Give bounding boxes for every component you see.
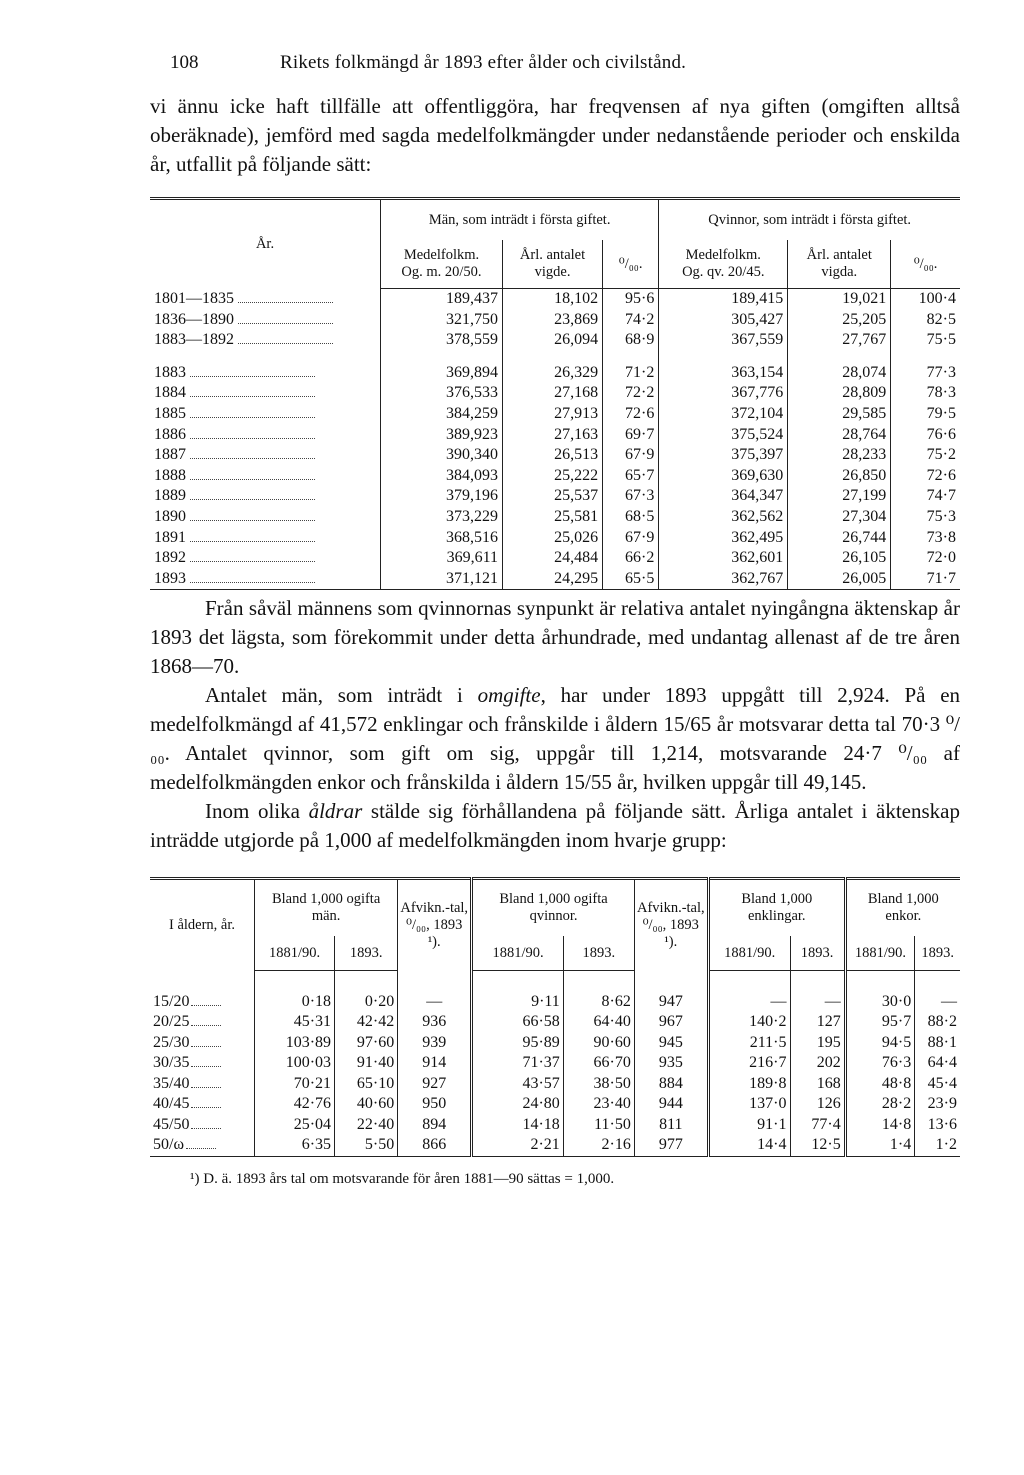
table-cell: 0·18 — [255, 992, 335, 1013]
table-cell: 6·35 — [255, 1135, 335, 1156]
row-label: 1888 — [150, 466, 381, 487]
table-cell: 30·0 — [845, 992, 915, 1013]
table-cell: 18,102 — [502, 289, 602, 310]
table-cell: 38·50 — [563, 1074, 634, 1095]
table-cell: 367,776 — [659, 383, 788, 404]
marriage-frequency-table — [150, 197, 960, 590]
table-cell: 28·2 — [845, 1094, 915, 1115]
table-cell: 14·4 — [708, 1135, 790, 1156]
footnote: ¹) D. ä. 1893 års tal om motsvarande för åren 1881—90 sättas = 1,000. — [190, 1170, 615, 1187]
row-label: 1891 — [150, 528, 381, 549]
year-row — [150, 548, 960, 569]
running-head — [150, 48, 960, 74]
row-label: 1889 — [150, 486, 381, 507]
table-cell: 69·7 — [603, 425, 659, 446]
sub-permille-men: ⁰/₀₀. — [603, 240, 659, 289]
table-cell: 384,093 — [381, 466, 503, 487]
table-cell: 26,513 — [502, 445, 602, 466]
table-cell: 27,767 — [788, 330, 891, 351]
age-row — [150, 1033, 960, 1054]
table-cell: 76·6 — [891, 425, 960, 446]
sub-annual-men: Årl. antalet vigde. — [502, 240, 602, 289]
table-cell: 27,168 — [502, 383, 602, 404]
paragraph-ages: Inom olika åldrar stälde sig förhållandena på följande sätt. Årliga antalet i äktenskap inträdde utgjorde på 1,000 af medelfolkmängden inom hvarje grupp: — [150, 799, 960, 853]
table-cell: 64·40 — [563, 1012, 634, 1033]
period-row — [150, 330, 960, 351]
age-label: 30/35 — [150, 1053, 255, 1074]
table-cell: 211·5 — [708, 1033, 790, 1054]
table-cell: 42·42 — [335, 1012, 398, 1033]
table-cell: 25,537 — [502, 486, 602, 507]
table-cell: 40·60 — [335, 1094, 398, 1115]
table-cell: 811 — [634, 1115, 708, 1136]
table-cell: 363,154 — [659, 363, 788, 384]
table-cell: 11·50 — [563, 1115, 634, 1136]
table-cell: 28,809 — [788, 383, 891, 404]
table-cell: 935 — [634, 1053, 708, 1074]
table-cell: 24·80 — [472, 1094, 564, 1115]
table-cell: 23,869 — [502, 310, 602, 331]
table-cell: 977 — [634, 1135, 708, 1156]
table-cell: 22·40 — [335, 1115, 398, 1136]
running-title: Rikets folkmängd år 1893 efter ålder och civilstånd. — [280, 52, 687, 73]
group-widowers: Bland 1,000 enklingar. — [708, 879, 845, 937]
year-row — [150, 569, 960, 590]
table-cell: 195 — [790, 1033, 845, 1054]
table-cell: 5·50 — [335, 1135, 398, 1156]
table-cell: 305,427 — [659, 310, 788, 331]
table-cell: 74·2 — [603, 310, 659, 331]
table-cell: 88·1 — [915, 1033, 960, 1054]
table-cell: 939 — [398, 1033, 472, 1054]
table-cell: 945 — [634, 1033, 708, 1054]
table-cell: 76·3 — [845, 1053, 915, 1074]
table-cell: 70·21 — [255, 1074, 335, 1095]
table-cell: 74·7 — [891, 486, 960, 507]
table-cell: 202 — [790, 1053, 845, 1074]
table-cell: 13·6 — [915, 1115, 960, 1136]
table-cell: 66·70 — [563, 1053, 634, 1074]
table-cell: 376,533 — [381, 383, 503, 404]
paragraph-remarriage: Antalet män, som inträdt i omgifte, har under 1893 uppgått till 2,924. På en medelfolkmängd af 41,572 enklingar och frånskilde i åldern 15/65 år motsvarar detta tal 70·3 ⁰/₀₀. Antalet qvinnor, som gift om sig, uppgår till 1,214, motsvarande 24·7 ⁰/₀₀ af medelfolkmängden enkor och frånskilda i åldern 15/55 år, hvilken uppgår till 49,145. — [150, 683, 961, 795]
table-cell: 369,611 — [381, 548, 503, 569]
table-cell: 25,581 — [502, 507, 602, 528]
page-number: 108 — [170, 52, 199, 73]
table-cell: 71·2 — [603, 363, 659, 384]
table-cell: 216·7 — [708, 1053, 790, 1074]
table-cell: 2·16 — [563, 1135, 634, 1156]
row-label: 1885 — [150, 404, 381, 425]
age-row — [150, 1094, 960, 1115]
table-cell: 927 — [398, 1074, 472, 1095]
table-cell: 936 — [398, 1012, 472, 1033]
table-cell: 100·4 — [891, 289, 960, 310]
table-cell: 75·5 — [891, 330, 960, 351]
year-row — [150, 466, 960, 487]
sub-year: 1893. — [563, 936, 634, 971]
table-cell: 66·58 — [472, 1012, 564, 1033]
table-cell: 88·2 — [915, 1012, 960, 1033]
table-cell: 137·0 — [708, 1094, 790, 1115]
table-cell: 67·9 — [603, 445, 659, 466]
period-row — [150, 289, 960, 310]
age-label: 50/ω — [150, 1135, 255, 1156]
table-cell: — — [708, 992, 790, 1013]
row-label: 1883 — [150, 363, 381, 384]
table-cell: 362,562 — [659, 507, 788, 528]
table-cell: 14·18 — [472, 1115, 564, 1136]
table-cell: 24,484 — [502, 548, 602, 569]
table-cell: 378,559 — [381, 330, 503, 351]
table-cell: 23·9 — [915, 1094, 960, 1115]
year-row — [150, 404, 960, 425]
year-row — [150, 445, 960, 466]
age-row — [150, 1053, 960, 1074]
table-cell: 375,524 — [659, 425, 788, 446]
table-cell: — — [398, 992, 472, 1013]
table-cell: 371,121 — [381, 569, 503, 590]
table-cell: 364,347 — [659, 486, 788, 507]
table-cell: 950 — [398, 1094, 472, 1115]
group-women: Qvinnor, som inträdt i första giftet. — [659, 199, 960, 241]
sub-period: 1881/90. — [845, 936, 915, 971]
table-cell: 189,437 — [381, 289, 503, 310]
row-label: 1892 — [150, 548, 381, 569]
table-cell: 65·10 — [335, 1074, 398, 1095]
table-cell: 42·76 — [255, 1094, 335, 1115]
sub-mean-women: Medelfolkm. Og. qv. 20/45. — [659, 240, 788, 289]
table-cell: 368,516 — [381, 528, 503, 549]
row-label: 1887 — [150, 445, 381, 466]
group-unmarried-men: Bland 1,000 ogifta män. — [255, 879, 398, 937]
table-cell: 189·8 — [708, 1074, 790, 1095]
table-cell: 9·11 — [472, 992, 564, 1013]
table-cell: 75·3 — [891, 507, 960, 528]
table-cell: 28,233 — [788, 445, 891, 466]
table-cell: 65·5 — [603, 569, 659, 590]
table-cell: 884 — [634, 1074, 708, 1095]
table-cell: 372,104 — [659, 404, 788, 425]
table-cell: 26,744 — [788, 528, 891, 549]
table-cell: 48·8 — [845, 1074, 915, 1095]
table-cell: 90·60 — [563, 1033, 634, 1054]
table-cell: 78·3 — [891, 383, 960, 404]
table-cell: 26,105 — [788, 548, 891, 569]
table-cell: 12·5 — [790, 1135, 845, 1156]
table-cell: 375,397 — [659, 445, 788, 466]
age-label: 20/25 — [150, 1012, 255, 1033]
table-cell: 967 — [634, 1012, 708, 1033]
table-cell: 27,913 — [502, 404, 602, 425]
table-cell: 95·89 — [472, 1033, 564, 1054]
table-cell: 23·40 — [563, 1094, 634, 1115]
table-cell: 369,630 — [659, 466, 788, 487]
table-cell: 24,295 — [502, 569, 602, 590]
table-cell: 73·8 — [891, 528, 960, 549]
table-cell: 77·3 — [891, 363, 960, 384]
table-cell: 168 — [790, 1074, 845, 1095]
table-cell: 77·4 — [790, 1115, 845, 1136]
row-label: 1886 — [150, 425, 381, 446]
table-cell: 68·5 — [603, 507, 659, 528]
group-unmarried-women: Bland 1,000 ogifta qvinnor. — [472, 879, 635, 937]
sub-mean-men: Medelfolkm. Og. m. 20/50. — [381, 240, 503, 289]
table-cell: 914 — [398, 1053, 472, 1074]
table-cell: 72·6 — [891, 466, 960, 487]
table-cell: 75·2 — [891, 445, 960, 466]
table-cell: 189,415 — [659, 289, 788, 310]
table-cell: 362,767 — [659, 569, 788, 590]
table-cell: 94·5 — [845, 1033, 915, 1054]
table-cell: 72·6 — [603, 404, 659, 425]
table-cell: 27,304 — [788, 507, 891, 528]
year-row — [150, 363, 960, 384]
table-cell: 362,601 — [659, 548, 788, 569]
table-cell: 79·5 — [891, 404, 960, 425]
table-cell: 45·4 — [915, 1074, 960, 1095]
table-cell: 26,329 — [502, 363, 602, 384]
table-cell: 26,850 — [788, 466, 891, 487]
group-men: Män, som inträdt i första giftet. — [381, 199, 659, 241]
table-cell: 72·2 — [603, 383, 659, 404]
col-deviation-women: Afvikn.-tal, ⁰/₀₀, 1893 ¹). — [634, 879, 708, 971]
sub-year: 1893. — [335, 936, 398, 971]
table-cell: 25,222 — [502, 466, 602, 487]
row-label: 1884 — [150, 383, 381, 404]
age-label: 45/50 — [150, 1115, 255, 1136]
age-row — [150, 992, 960, 1013]
age-label: 15/20 — [150, 992, 255, 1013]
sub-year: 1893. — [790, 936, 845, 971]
table-cell: 26,094 — [502, 330, 602, 351]
col-deviation-men: Afvikn.-tal, ⁰/₀₀, 1893 ¹). — [398, 879, 472, 971]
age-group-table — [150, 877, 960, 1157]
sub-year: 1893. — [915, 936, 960, 971]
year-row — [150, 425, 960, 446]
table-cell: 45·31 — [255, 1012, 335, 1033]
year-row — [150, 486, 960, 507]
sub-permille-women: ⁰/₀₀. — [891, 240, 960, 289]
table-cell: 91·40 — [335, 1053, 398, 1074]
table-cell: 67·3 — [603, 486, 659, 507]
table-cell: 27,163 — [502, 425, 602, 446]
table-cell: 26,005 — [788, 569, 891, 590]
row-label: 1890 — [150, 507, 381, 528]
table-cell: 389,923 — [381, 425, 503, 446]
table-cell: 97·60 — [335, 1033, 398, 1054]
table-cell: 0·20 — [335, 992, 398, 1013]
table-cell: 28,764 — [788, 425, 891, 446]
table-cell: 8·62 — [563, 992, 634, 1013]
year-row — [150, 383, 960, 404]
group-widows: Bland 1,000 enkor. — [845, 879, 960, 937]
table-cell: 944 — [634, 1094, 708, 1115]
age-label: 35/40 — [150, 1074, 255, 1095]
table-cell: 66·2 — [603, 548, 659, 569]
sub-period: 1881/90. — [472, 936, 564, 971]
sub-period: 1881/90. — [708, 936, 790, 971]
table-cell: 2·21 — [472, 1135, 564, 1156]
table-cell: 367,559 — [659, 330, 788, 351]
table-cell: 64·4 — [915, 1053, 960, 1074]
age-row — [150, 1074, 960, 1095]
table-cell: 71·37 — [472, 1053, 564, 1074]
table-cell: 82·5 — [891, 310, 960, 331]
row-label: 1836—1890 — [150, 310, 381, 331]
table-cell: 100·03 — [255, 1053, 335, 1074]
table-cell: 103·89 — [255, 1033, 335, 1054]
table-cell: 373,229 — [381, 507, 503, 528]
table-cell: 384,259 — [381, 404, 503, 425]
sub-annual-women: Årl. antalet vigda. — [788, 240, 891, 289]
table-cell: 25,205 — [788, 310, 891, 331]
row-label: 1883—1892 — [150, 330, 381, 351]
period-row — [150, 310, 960, 331]
year-row — [150, 528, 960, 549]
table-cell: 25·04 — [255, 1115, 335, 1136]
table-cell: 362,495 — [659, 528, 788, 549]
table-cell: 947 — [634, 992, 708, 1013]
table-cell: 91·1 — [708, 1115, 790, 1136]
table-cell: 14·8 — [845, 1115, 915, 1136]
table-cell: 127 — [790, 1012, 845, 1033]
table-cell: 126 — [790, 1094, 845, 1115]
year-row — [150, 507, 960, 528]
table-cell: 894 — [398, 1115, 472, 1136]
paragraph-intro: vi ännu icke haft tillfälle att offentliggöra, har freqvensen af nya giften (omgiften alltså oberäknade), jemförd med sagda medelfolkmängder under nedanstående perioder och enskilda år, utfallit på följande sätt: — [150, 94, 960, 176]
age-row — [150, 1135, 960, 1156]
table-cell: 321,750 — [381, 310, 503, 331]
table-cell: 866 — [398, 1135, 472, 1156]
table-cell: 379,196 — [381, 486, 503, 507]
table-cell: 68·9 — [603, 330, 659, 351]
table-cell: 390,340 — [381, 445, 503, 466]
row-label: 1893 — [150, 569, 381, 590]
table-cell: 369,894 — [381, 363, 503, 384]
table-cell: 95·7 — [845, 1012, 915, 1033]
table-cell: 140·2 — [708, 1012, 790, 1033]
page — [150, 48, 960, 1188]
age-row — [150, 1012, 960, 1033]
age-label: 25/30 — [150, 1033, 255, 1054]
table-cell: 28,074 — [788, 363, 891, 384]
row-label: 1801—1835 — [150, 289, 381, 310]
sub-period: 1881/90. — [255, 936, 335, 971]
paragraph-lowest: Från såväl männens som qvinnornas synpunkt är relativa antalet nyingångna äktenskap år 1893 det lägsta, som förekommit under detta århundrade, med undantag allenast af de tre åren 1868—70. — [150, 596, 960, 679]
table-cell: 43·57 — [472, 1074, 564, 1095]
col-year: År. — [255, 235, 275, 252]
age-label: 40/45 — [150, 1094, 255, 1115]
table-cell: 29,585 — [788, 404, 891, 425]
table-cell: — — [915, 992, 960, 1013]
table-cell: 72·0 — [891, 548, 960, 569]
table-cell: 1·2 — [915, 1135, 960, 1156]
table-cell: 65·7 — [603, 466, 659, 487]
age-row — [150, 1115, 960, 1136]
table-cell: 27,199 — [788, 486, 891, 507]
table-cell: 71·7 — [891, 569, 960, 590]
table-cell: 67·9 — [603, 528, 659, 549]
table-cell: 19,021 — [788, 289, 891, 310]
table-cell: 95·6 — [603, 289, 659, 310]
col-age: I åldern, år. — [168, 917, 236, 934]
table-cell: 25,026 — [502, 528, 602, 549]
table-cell: 1·4 — [845, 1135, 915, 1156]
table-cell: — — [790, 992, 845, 1013]
